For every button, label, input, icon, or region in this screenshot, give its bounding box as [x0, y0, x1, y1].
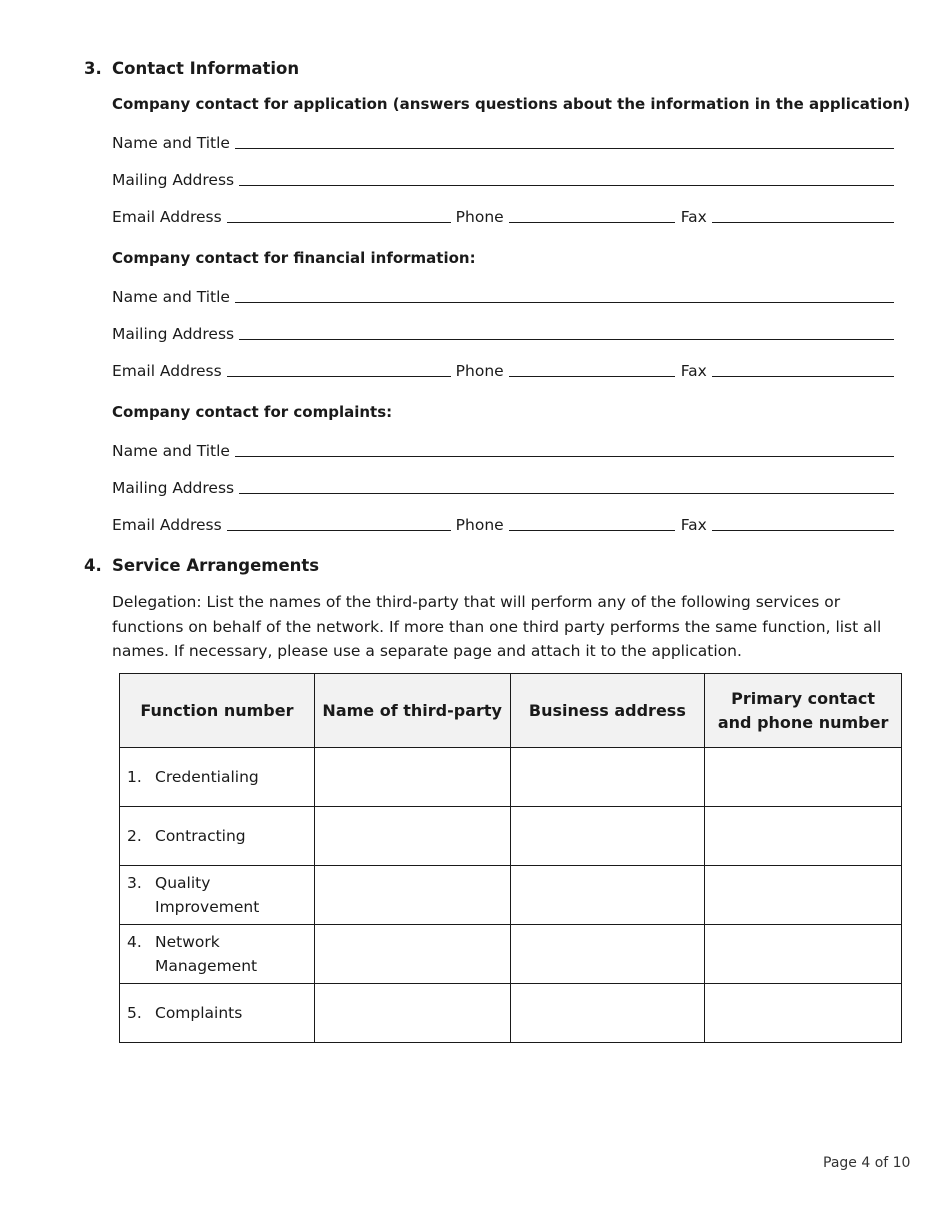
application-email-field[interactable] [227, 221, 451, 223]
third-party-cell[interactable] [314, 925, 510, 984]
mailing-address-label: Mailing Address [112, 479, 235, 497]
application-contact-heading: Company contact for application (answers questions about the information in the application) [112, 95, 911, 113]
function-number: 2. [127, 826, 142, 845]
complaints-phone-field[interactable] [509, 529, 675, 531]
table-row [120, 984, 902, 1043]
delegation-description: Delegation: List the names of the third-party that will perform any of the following services or functions on behalf of the network. If more than one third party performs the same function, list all names. If necessary, please use a separate page and attach it to the application. [112, 593, 882, 660]
fax-label: Fax [680, 516, 707, 534]
application-fax-field[interactable] [712, 221, 894, 223]
function-cell [120, 866, 315, 925]
primary-contact-cell[interactable] [705, 925, 902, 984]
function-cell [120, 748, 315, 807]
application-phone-field[interactable] [509, 221, 675, 223]
function-label: Network Management [155, 932, 258, 975]
delegation-table [119, 673, 902, 1043]
financial-contact-heading: Company contact for financial information: [112, 249, 476, 267]
email-address-label: Email Address [112, 208, 222, 226]
fax-label: Fax [680, 362, 707, 380]
email-address-label: Email Address [112, 516, 222, 534]
mailing-address-label: Mailing Address [112, 325, 235, 343]
name-title-label: Name and Title [112, 134, 230, 152]
phone-label: Phone [455, 362, 504, 380]
primary-contact-cell[interactable] [705, 807, 902, 866]
function-label: Quality Improvement [155, 873, 260, 916]
section-3-title: Contact Information [112, 59, 300, 78]
function-number: 5. [127, 1003, 142, 1022]
table-row [120, 807, 902, 866]
complaints-email-field[interactable] [227, 529, 451, 531]
primary-contact-cell[interactable] [705, 984, 902, 1043]
function-cell [120, 925, 315, 984]
financial-fax-field[interactable] [712, 375, 894, 377]
business-address-cell[interactable] [510, 866, 705, 925]
function-label: Contracting [155, 826, 246, 845]
table-row [120, 748, 902, 807]
application-contact-row [112, 204, 894, 226]
name-title-label: Name and Title [112, 288, 230, 306]
section-3-number: 3. [84, 59, 102, 78]
business-address-cell[interactable] [510, 925, 705, 984]
header-business-address: Business address [510, 674, 705, 748]
section-4-number: 4. [84, 556, 102, 575]
financial-name-field[interactable] [235, 301, 894, 303]
page-number: Page 4 of 10 [823, 1155, 911, 1171]
phone-label: Phone [455, 516, 504, 534]
third-party-cell[interactable] [314, 984, 510, 1043]
application-mailing-row [112, 167, 894, 189]
name-title-label: Name and Title [112, 442, 230, 460]
application-name-field[interactable] [235, 147, 894, 149]
function-label: Complaints [155, 1003, 243, 1022]
function-cell [120, 807, 315, 866]
section-4-title: Service Arrangements [112, 556, 320, 575]
section-4-heading [84, 556, 319, 575]
complaints-contact-row [112, 512, 894, 534]
header-function-number: Function number [120, 674, 315, 748]
business-address-cell[interactable] [510, 807, 705, 866]
financial-mailing-row [112, 321, 894, 343]
application-name-row [112, 130, 894, 152]
financial-email-field[interactable] [227, 375, 451, 377]
financial-mailing-field[interactable] [239, 338, 894, 340]
table-header-row [120, 674, 902, 748]
financial-phone-field[interactable] [509, 375, 675, 377]
financial-name-row [112, 284, 894, 306]
application-mailing-field[interactable] [239, 184, 894, 186]
complaints-fax-field[interactable] [712, 529, 894, 531]
function-number: 3. [127, 873, 142, 892]
complaints-name-row [112, 438, 894, 460]
function-cell [120, 984, 315, 1043]
complaints-mailing-row [112, 475, 894, 497]
third-party-cell[interactable] [314, 748, 510, 807]
business-address-cell[interactable] [510, 984, 705, 1043]
complaints-mailing-field[interactable] [239, 492, 894, 494]
complaints-name-field[interactable] [235, 455, 894, 457]
table-row [120, 866, 902, 925]
complaints-contact-heading: Company contact for complaints: [112, 403, 393, 421]
function-number: 1. [127, 767, 142, 786]
header-third-party-name: Name of third-party [314, 674, 510, 748]
email-address-label: Email Address [112, 362, 222, 380]
function-label: Credentialing [155, 767, 259, 786]
third-party-cell[interactable] [314, 807, 510, 866]
third-party-cell[interactable] [314, 866, 510, 925]
primary-contact-cell[interactable] [705, 748, 902, 807]
fax-label: Fax [680, 208, 707, 226]
business-address-cell[interactable] [510, 748, 705, 807]
header-primary-contact: Primary contact and phone number [705, 674, 902, 748]
function-number: 4. [127, 932, 142, 951]
primary-contact-cell[interactable] [705, 866, 902, 925]
financial-contact-row [112, 358, 894, 380]
mailing-address-label: Mailing Address [112, 171, 235, 189]
table-row [120, 925, 902, 984]
phone-label: Phone [455, 208, 504, 226]
section-3-heading [84, 59, 299, 78]
